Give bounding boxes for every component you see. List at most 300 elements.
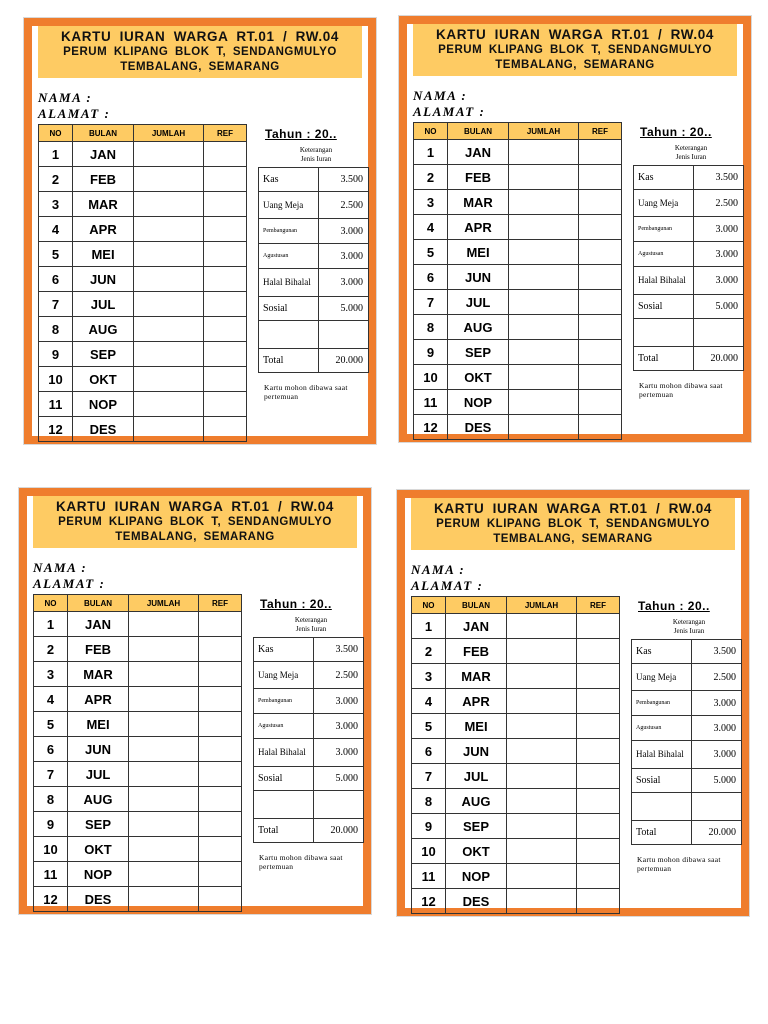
month-name: OKT: [73, 367, 134, 392]
month-name: MEI: [73, 242, 134, 267]
card-address-line: PERUM KLIPANG BLOK T, SENDANGMULYO: [436, 518, 710, 530]
card-title: KARTU IURAN WARGA RT.01 / RW.04: [436, 27, 714, 42]
month-no: 3: [34, 662, 68, 687]
address-label: ALAMAT :: [33, 576, 106, 591]
month-amount-cell: [507, 739, 577, 764]
month-no: 7: [414, 290, 448, 315]
card-title: KARTU IURAN WARGA RT.01 / RW.04: [434, 501, 712, 516]
fee-row: [634, 267, 744, 295]
card-body: [32, 26, 368, 436]
month-ref-cell: [204, 342, 247, 367]
month-row: [412, 639, 620, 664]
fee-row: [259, 297, 369, 321]
header-jumlah: JUMLAH: [129, 595, 199, 612]
month-row: [414, 140, 622, 165]
month-no: 1: [34, 612, 68, 637]
month-name: SEP: [73, 342, 134, 367]
fee-caption-line1: Keterangan: [294, 616, 328, 624]
month-row: [34, 862, 242, 887]
month-ref-cell: [204, 367, 247, 392]
fee-amount: 5.000: [694, 295, 744, 319]
name-label: NAMA :: [411, 562, 466, 577]
fee-label: Uang Meja: [259, 192, 319, 219]
month-ref-cell: [579, 390, 622, 415]
month-amount-cell: [507, 764, 577, 789]
fee-amount: 3.000: [692, 691, 742, 716]
month-row: [34, 837, 242, 862]
month-name: SEP: [446, 814, 507, 839]
month-no: 5: [414, 240, 448, 265]
month-name: NOP: [73, 392, 134, 417]
month-no: 3: [39, 192, 73, 217]
month-no: 9: [34, 812, 68, 837]
fee-row: [634, 295, 744, 319]
fee-amount: 3.500: [692, 640, 742, 664]
month-amount-cell: [509, 365, 579, 390]
month-amount-cell: [134, 242, 204, 267]
month-no: 10: [412, 839, 446, 864]
card-city-line: TEMBALANG, SEMARANG: [120, 61, 280, 73]
month-ref-cell: [577, 764, 620, 789]
name-label: NAMA :: [413, 88, 468, 103]
month-name: JUN: [68, 737, 129, 762]
fee-row: [259, 168, 369, 192]
dues-card: [398, 15, 752, 443]
month-no: 8: [39, 317, 73, 342]
fee-amount: [694, 319, 744, 347]
month-no: 11: [34, 862, 68, 887]
month-amount-cell: [509, 165, 579, 190]
fee-caption-line2: Jenis Iuran: [675, 152, 707, 161]
header-no: NO: [34, 595, 68, 612]
month-no: 6: [34, 737, 68, 762]
month-name: JUL: [68, 762, 129, 787]
header-ref: REF: [199, 595, 242, 612]
month-name: NOP: [68, 862, 129, 887]
fee-amount: 20.000: [314, 819, 364, 843]
fee-row: [632, 793, 742, 821]
fee-caption-line1: Keterangan: [674, 144, 708, 152]
month-amount-cell: [507, 714, 577, 739]
header-ref: REF: [579, 123, 622, 140]
fee-label: [632, 793, 692, 821]
fee-row: [634, 319, 744, 347]
month-ref-cell: [579, 365, 622, 390]
fee-row: [259, 244, 369, 269]
fee-amount: 5.000: [314, 767, 364, 791]
month-amount-cell: [129, 762, 199, 787]
month-name: JUN: [448, 265, 509, 290]
fee-label: Pembangunan: [632, 691, 692, 716]
month-ref-cell: [204, 167, 247, 192]
fee-label: Total: [259, 349, 319, 373]
month-name: JAN: [446, 614, 507, 639]
month-row: [39, 292, 247, 317]
year-label: Tahun : 20..: [265, 127, 337, 141]
month-name: MAR: [73, 192, 134, 217]
address-label: ALAMAT :: [411, 578, 484, 593]
month-name: FEB: [73, 167, 134, 192]
month-name: MEI: [446, 714, 507, 739]
month-ref-cell: [577, 889, 620, 914]
fee-row: [254, 767, 364, 791]
month-row: [39, 192, 247, 217]
month-ref-cell: [199, 837, 242, 862]
fee-amount: 2.500: [694, 190, 744, 217]
month-amount-cell: [509, 240, 579, 265]
month-ref-cell: [577, 739, 620, 764]
month-name: NOP: [448, 390, 509, 415]
fee-row: [632, 640, 742, 664]
address-label: ALAMAT :: [413, 104, 486, 119]
month-no: 12: [34, 887, 68, 912]
month-ref-cell: [199, 662, 242, 687]
fee-amount: 20.000: [694, 347, 744, 371]
header-bulan: BULAN: [446, 597, 507, 614]
month-no: 8: [34, 787, 68, 812]
card-address-line: PERUM KLIPANG BLOK T, SENDANGMULYO: [58, 516, 332, 528]
month-row: [34, 712, 242, 737]
month-no: 10: [39, 367, 73, 392]
month-ref-cell: [204, 292, 247, 317]
month-amount-cell: [507, 864, 577, 889]
month-ref-cell: [579, 415, 622, 440]
month-row: [39, 167, 247, 192]
month-name: JAN: [68, 612, 129, 637]
reminder-note: Kartu mohon dibawa saat pertemuan: [259, 853, 343, 871]
fee-label: Agustusan: [634, 242, 694, 267]
fee-row: [259, 321, 369, 349]
month-no: 5: [412, 714, 446, 739]
month-no: 10: [414, 365, 448, 390]
fee-row: [254, 689, 364, 714]
month-name: AUG: [68, 787, 129, 812]
month-no: 9: [414, 340, 448, 365]
fee-caption-line2: Jenis Iuran: [295, 624, 327, 633]
month-amount-cell: [509, 415, 579, 440]
reminder-note: Kartu mohon dibawa saat pertemuan: [637, 855, 721, 873]
month-amount-cell: [129, 637, 199, 662]
fee-label: Total: [634, 347, 694, 371]
month-ref-cell: [577, 639, 620, 664]
fee-row: [259, 219, 369, 244]
fee-amount: 3.000: [314, 739, 364, 767]
monthly-payment-table: [413, 122, 622, 440]
fee-row: [254, 739, 364, 767]
month-amount-cell: [134, 317, 204, 342]
fee-amount: 3.500: [319, 168, 369, 192]
month-amount-cell: [129, 812, 199, 837]
fee-amount: 3.000: [314, 689, 364, 714]
fee-label: Agustusan: [632, 716, 692, 741]
month-name: JAN: [73, 142, 134, 167]
month-ref-cell: [199, 887, 242, 912]
fee-label: Agustusan: [259, 244, 319, 269]
fee-row: [632, 691, 742, 716]
fee-row: [259, 349, 369, 373]
month-name: MAR: [446, 664, 507, 689]
fee-caption: [637, 618, 741, 635]
month-no: 2: [34, 637, 68, 662]
month-name: FEB: [68, 637, 129, 662]
month-row: [39, 267, 247, 292]
month-amount-cell: [129, 862, 199, 887]
month-name: OKT: [446, 839, 507, 864]
fee-label: Total: [254, 819, 314, 843]
fee-label: Agustusan: [254, 714, 314, 739]
month-amount-cell: [129, 687, 199, 712]
month-amount-cell: [134, 142, 204, 167]
month-no: 7: [34, 762, 68, 787]
month-ref-cell: [199, 762, 242, 787]
fee-row: [632, 716, 742, 741]
monthly-payment-table: [38, 124, 247, 442]
fee-amount: 2.500: [692, 664, 742, 691]
name-label: NAMA :: [38, 90, 93, 105]
month-ref-cell: [579, 240, 622, 265]
fee-label: Uang Meja: [632, 664, 692, 691]
fee-amount: 3.500: [694, 166, 744, 190]
header-no: NO: [412, 597, 446, 614]
month-ref-cell: [579, 190, 622, 215]
fee-amount: 5.000: [692, 769, 742, 793]
month-amount-cell: [507, 664, 577, 689]
fee-label: Pembangunan: [634, 217, 694, 242]
month-row: [412, 689, 620, 714]
month-no: 7: [412, 764, 446, 789]
month-row: [414, 365, 622, 390]
fee-label: Pembangunan: [254, 689, 314, 714]
fee-amount: 3.000: [319, 244, 369, 269]
month-amount-cell: [507, 689, 577, 714]
fee-row: [259, 192, 369, 219]
month-row: [414, 415, 622, 440]
month-no: 11: [412, 864, 446, 889]
fee-label: Total: [632, 821, 692, 845]
month-no: 10: [34, 837, 68, 862]
month-ref-cell: [199, 862, 242, 887]
card-body: [407, 24, 743, 434]
fee-row: [634, 166, 744, 190]
month-row: [414, 215, 622, 240]
month-name: APR: [68, 687, 129, 712]
month-amount-cell: [129, 737, 199, 762]
month-row: [34, 687, 242, 712]
month-name: DES: [448, 415, 509, 440]
month-name: SEP: [448, 340, 509, 365]
fee-row: [632, 821, 742, 845]
fee-row: [254, 638, 364, 662]
month-name: DES: [446, 889, 507, 914]
month-row: [412, 839, 620, 864]
dues-card: [18, 487, 372, 915]
month-amount-cell: [134, 167, 204, 192]
month-no: 11: [39, 392, 73, 417]
month-table-header: [34, 595, 242, 612]
month-amount-cell: [134, 367, 204, 392]
month-amount-cell: [134, 342, 204, 367]
month-no: 3: [414, 190, 448, 215]
month-no: 1: [414, 140, 448, 165]
fee-row: [634, 190, 744, 217]
fee-label: Kas: [259, 168, 319, 192]
month-ref-cell: [204, 317, 247, 342]
month-amount-cell: [129, 712, 199, 737]
month-no: 12: [412, 889, 446, 914]
month-row: [39, 242, 247, 267]
fee-label: Pembangunan: [259, 219, 319, 244]
month-ref-cell: [199, 712, 242, 737]
card-city-line: TEMBALANG, SEMARANG: [495, 59, 655, 71]
header-bulan: BULAN: [73, 125, 134, 142]
header-jumlah: JUMLAH: [507, 597, 577, 614]
month-amount-cell: [134, 392, 204, 417]
month-name: NOP: [446, 864, 507, 889]
name-label: NAMA :: [33, 560, 88, 575]
year-label: Tahun : 20..: [640, 125, 712, 139]
month-ref-cell: [204, 392, 247, 417]
month-amount-cell: [509, 215, 579, 240]
month-ref-cell: [579, 140, 622, 165]
month-amount-cell: [129, 887, 199, 912]
card-address-line: PERUM KLIPANG BLOK T, SENDANGMULYO: [438, 44, 712, 56]
month-row: [414, 315, 622, 340]
month-row: [412, 664, 620, 689]
card-header: [413, 24, 737, 76]
month-amount-cell: [134, 217, 204, 242]
fee-amount: 3.000: [692, 741, 742, 769]
fee-type-table: [633, 165, 744, 371]
fee-caption-line2: Jenis Iuran: [300, 154, 332, 163]
month-ref-cell: [579, 290, 622, 315]
fee-label: Uang Meja: [254, 662, 314, 689]
year-label: Tahun : 20..: [638, 599, 710, 613]
dues-card: [396, 489, 750, 917]
month-table-header: [414, 123, 622, 140]
month-ref-cell: [577, 814, 620, 839]
fee-caption-line1: Keterangan: [299, 146, 333, 154]
fee-amount: 20.000: [319, 349, 369, 373]
fee-label: [254, 791, 314, 819]
month-amount-cell: [509, 140, 579, 165]
month-row: [412, 864, 620, 889]
month-name: APR: [73, 217, 134, 242]
fee-caption: [259, 616, 363, 633]
month-row: [412, 739, 620, 764]
month-ref-cell: [579, 315, 622, 340]
month-amount-cell: [507, 789, 577, 814]
month-row: [39, 392, 247, 417]
card-city-line: TEMBALANG, SEMARANG: [115, 531, 275, 543]
fee-type-table: [258, 167, 369, 373]
month-no: 6: [412, 739, 446, 764]
fee-amount: 3.000: [314, 714, 364, 739]
dues-card: [23, 17, 377, 445]
monthly-payment-table: [411, 596, 620, 914]
card-body: [405, 498, 741, 908]
month-no: 4: [412, 689, 446, 714]
fee-amount: 3.000: [694, 242, 744, 267]
fee-label: Halal Bihalal: [634, 267, 694, 295]
fee-amount: 20.000: [692, 821, 742, 845]
month-ref-cell: [204, 267, 247, 292]
header-ref: REF: [204, 125, 247, 142]
month-name: AUG: [448, 315, 509, 340]
fee-amount: 3.000: [694, 217, 744, 242]
fee-row: [634, 347, 744, 371]
month-ref-cell: [199, 812, 242, 837]
month-row: [414, 240, 622, 265]
reminder-note: Kartu mohon dibawa saat pertemuan: [639, 381, 723, 399]
month-ref-cell: [199, 687, 242, 712]
month-row: [34, 787, 242, 812]
card-address-line: PERUM KLIPANG BLOK T, SENDANGMULYO: [63, 46, 337, 58]
fee-amount: 2.500: [314, 662, 364, 689]
month-name: MAR: [68, 662, 129, 687]
month-ref-cell: [199, 737, 242, 762]
card-header: [38, 26, 362, 78]
month-name: FEB: [446, 639, 507, 664]
month-ref-cell: [577, 864, 620, 889]
fee-row: [634, 217, 744, 242]
fee-label: Kas: [254, 638, 314, 662]
month-row: [414, 165, 622, 190]
month-amount-cell: [507, 639, 577, 664]
month-name: FEB: [448, 165, 509, 190]
fee-type-table: [631, 639, 742, 845]
fee-label: Sosial: [259, 297, 319, 321]
month-name: MEI: [448, 240, 509, 265]
month-amount-cell: [509, 390, 579, 415]
month-ref-cell: [579, 215, 622, 240]
month-ref-cell: [204, 217, 247, 242]
address-label: ALAMAT :: [38, 106, 111, 121]
month-ref-cell: [577, 664, 620, 689]
fee-row: [254, 791, 364, 819]
month-ref-cell: [579, 340, 622, 365]
month-name: JUN: [446, 739, 507, 764]
month-row: [39, 142, 247, 167]
month-name: JAN: [448, 140, 509, 165]
month-no: 4: [39, 217, 73, 242]
card-city-line: TEMBALANG, SEMARANG: [493, 533, 653, 545]
fee-caption-line2: Jenis Iuran: [673, 626, 705, 635]
fee-amount: 3.000: [319, 269, 369, 297]
month-no: 3: [412, 664, 446, 689]
header-ref: REF: [577, 597, 620, 614]
month-row: [412, 814, 620, 839]
month-amount-cell: [129, 662, 199, 687]
month-row: [39, 217, 247, 242]
month-row: [34, 887, 242, 912]
month-row: [39, 317, 247, 342]
reminder-note: Kartu mohon dibawa saat pertemuan: [264, 383, 348, 401]
month-row: [34, 812, 242, 837]
month-row: [34, 737, 242, 762]
fee-label: Sosial: [632, 769, 692, 793]
card-header: [33, 496, 357, 548]
month-amount-cell: [509, 315, 579, 340]
month-amount-cell: [507, 814, 577, 839]
card-title: KARTU IURAN WARGA RT.01 / RW.04: [61, 29, 339, 44]
month-row: [39, 342, 247, 367]
month-name: DES: [73, 417, 134, 442]
fee-amount: 3.500: [314, 638, 364, 662]
month-name: OKT: [68, 837, 129, 862]
fee-row: [632, 769, 742, 793]
month-ref-cell: [577, 789, 620, 814]
header-no: NO: [39, 125, 73, 142]
